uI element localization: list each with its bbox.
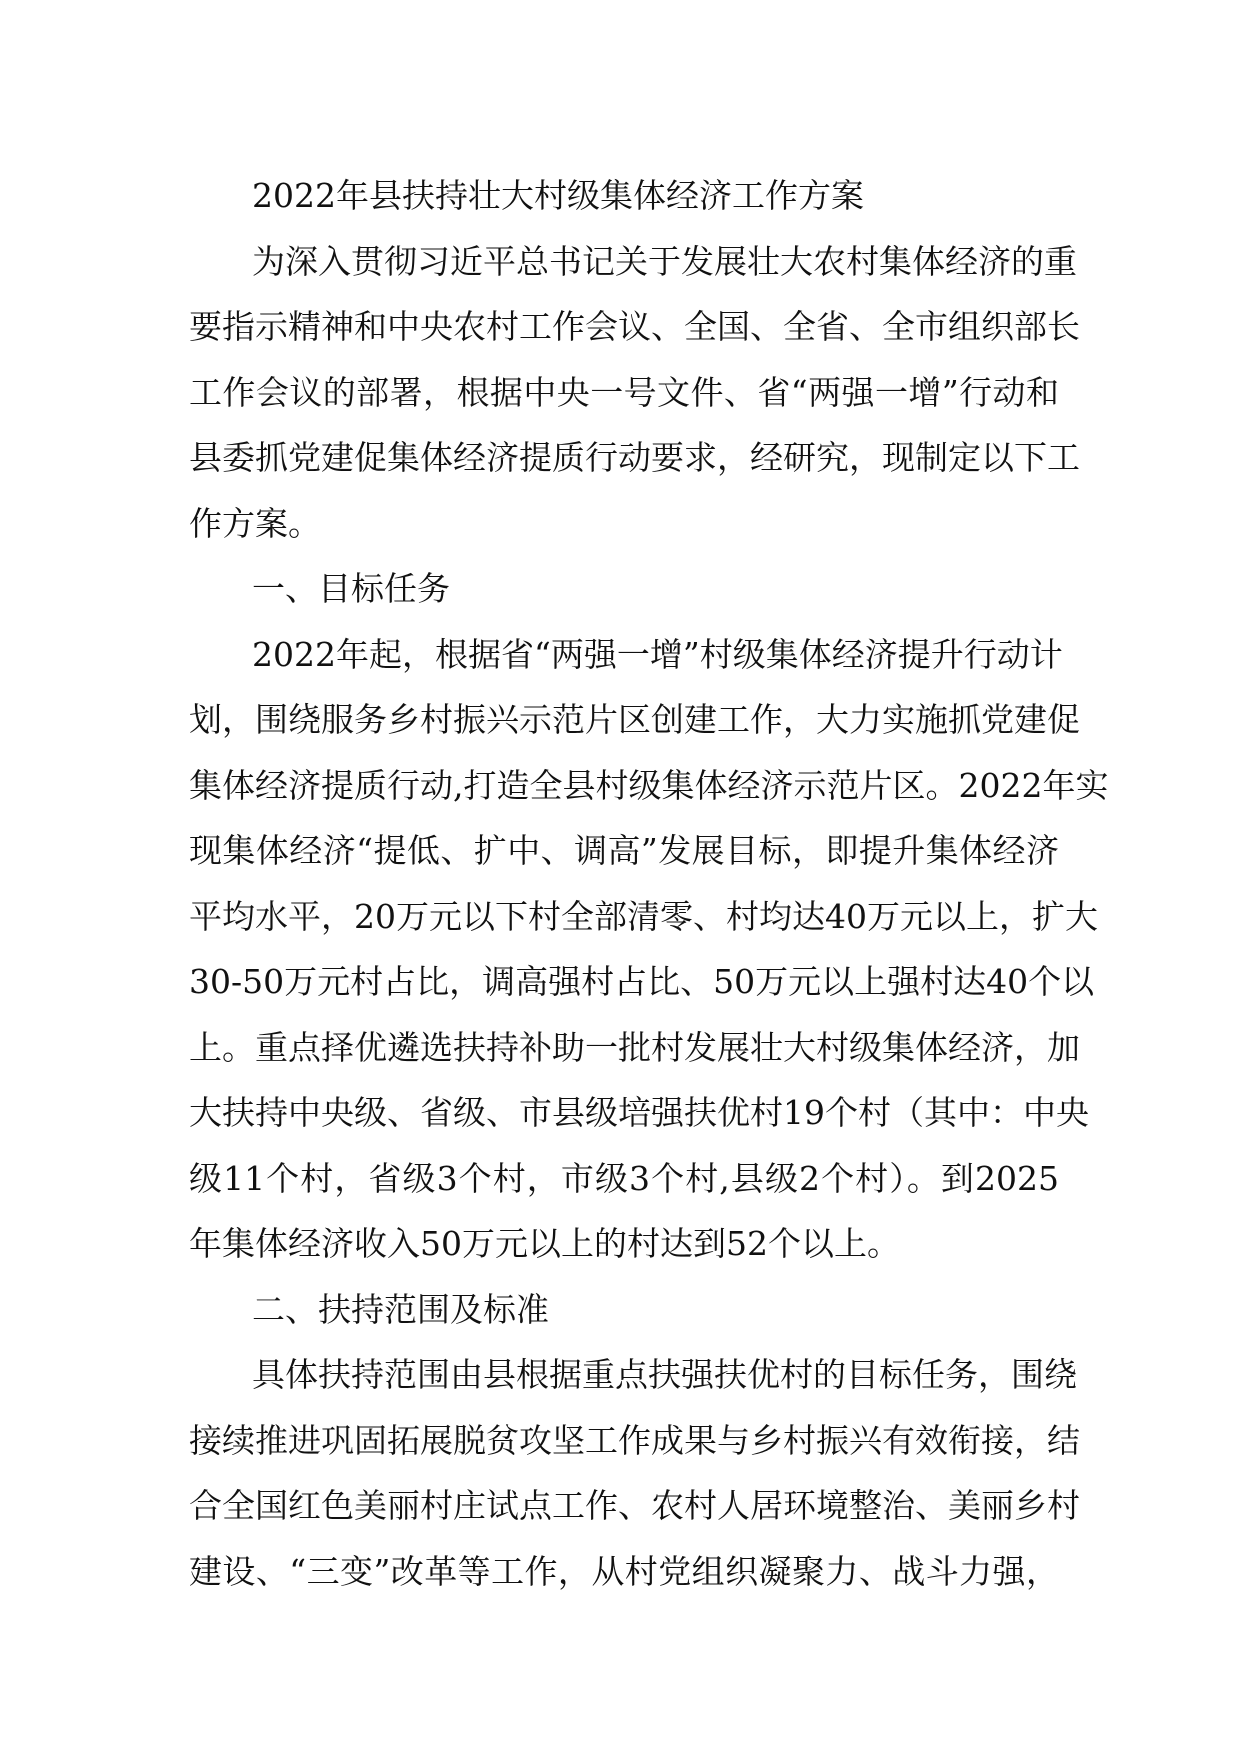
paragraph-line: 30-50万元村占比，调高强村占比、50万元以上强村达40个以 — [189, 962, 1095, 1001]
paragraph-line: 为深入贯彻习近平总书记关于发展壮大农村集体经济的重 — [252, 241, 1077, 281]
paragraph-line: 集体经济提质行动,打造全县村级集体经济示范片区。2022年实 — [189, 765, 1109, 805]
paragraph-line: 作方案。 — [189, 503, 321, 543]
paragraph-line: 建设、“三变”改革等工作，从村党组织凝聚力、战斗力强， — [189, 1551, 1059, 1591]
paragraph-line: 工作会议的部署，根据中央一号文件、省“两强一增”行动和 — [189, 372, 1059, 412]
document-title: 2022年县扶持壮大村级集体经济工作方案 — [252, 176, 864, 215]
paragraph-line: 县委抓党建促集体经济提质行动要求，经研究，现制定以下工 — [189, 438, 1080, 477]
paragraph-line: 划，围绕服务乡村振兴示范片区创建工作，大力实施抓党建促 — [189, 700, 1080, 739]
paragraph-line: 接续推进巩固拓展脱贫攻坚工作成果与乡村振兴有效衔接，结 — [189, 1420, 1080, 1460]
section-heading: 一、目标任务 — [252, 569, 450, 608]
paragraph-line: 上。重点择优遴选扶持补助一批村发展壮大村级集体经济，加 — [189, 1027, 1080, 1067]
paragraph-line: 具体扶持范围由县根据重点扶强扶优村的目标任务，围绕 — [252, 1355, 1077, 1394]
paragraph-line: 级11个村，省级3个村，市级3个村,县级2个村）。到2025 — [189, 1158, 1059, 1198]
paragraph-line: 现集体经济“提低、扩中、调高”发展目标，即提升集体经济 — [189, 831, 1059, 870]
paragraph-line: 平均水平，20万元以下村全部清零、村均达40万元以上，扩大 — [189, 896, 1098, 936]
paragraph-line: 年集体经济收入50万元以上的村达到52个以上。 — [189, 1224, 900, 1263]
paragraph-line: 要指示精神和中央农村工作会议、全国、全省、全市组织部长 — [189, 307, 1080, 346]
paragraph-line: 大扶持中央级、省级、市县级培强扶优村19个村（其中：中央 — [189, 1093, 1089, 1132]
paragraph-line: 合全国红色美丽村庄试点工作、农村人居环境整治、美丽乡村 — [189, 1486, 1080, 1525]
document-body — [189, 163, 1109, 1604]
section-heading: 二、扶持范围及标准 — [252, 1289, 549, 1329]
paragraph-line: 2022年起，根据省“两强一增”村级集体经济提升行动计 — [252, 634, 1063, 674]
